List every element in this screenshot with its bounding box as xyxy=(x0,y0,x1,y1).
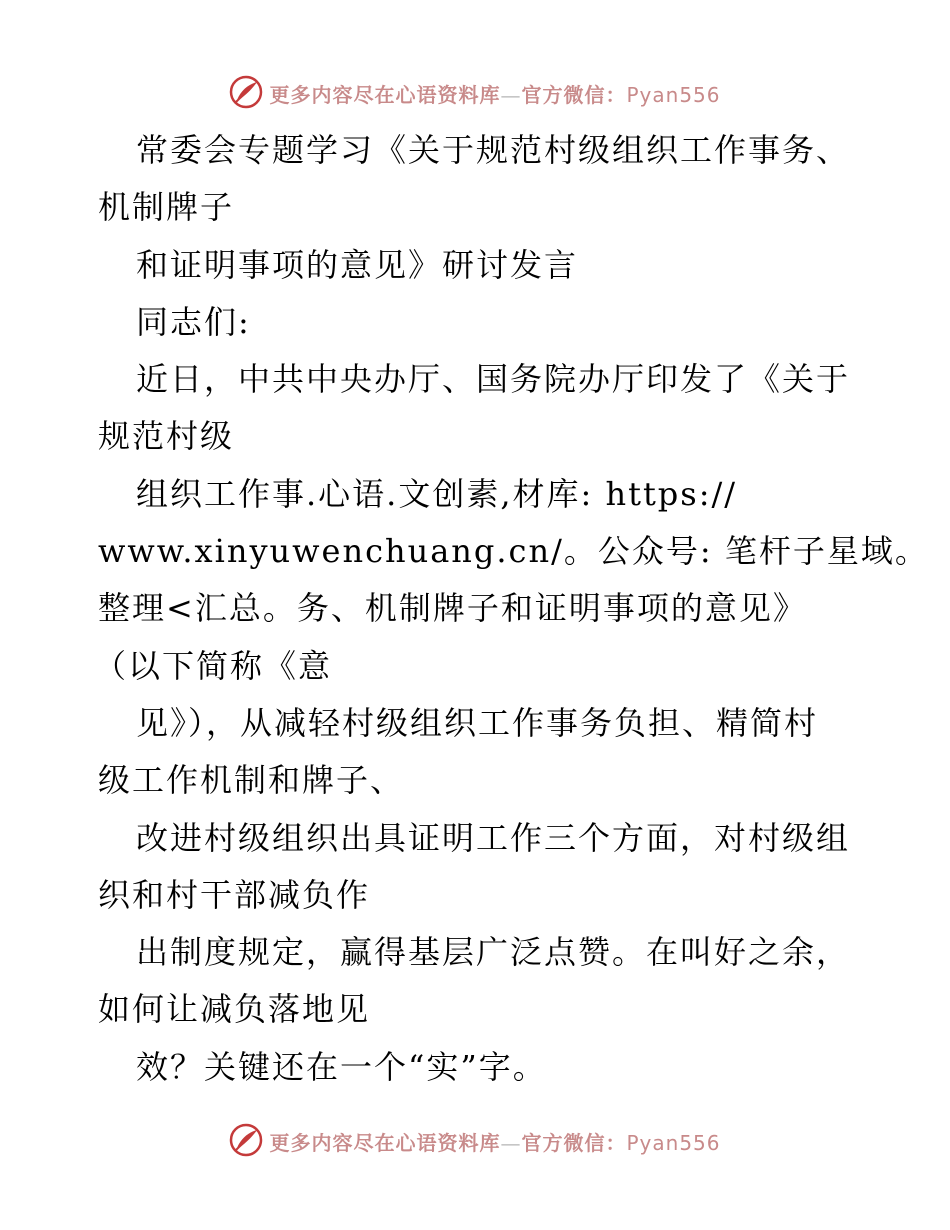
banner-wechat-id: Pyan556 xyxy=(626,1130,721,1155)
title-line-1: 常委会专题学习《关于规范村级组织工作事务、 xyxy=(136,131,851,169)
body-line: 出制度规定，赢得基层广泛点赞。在叫好之余， xyxy=(136,933,851,972)
banner-dash: — xyxy=(500,82,522,107)
banner-wechat-id: Pyan556 xyxy=(626,82,721,107)
body-line: 如何让减负落地见 xyxy=(98,990,371,1029)
banner-wechat-label: 官方微信： xyxy=(521,82,627,107)
body-line: 改进村级组织出具证明工作三个方面，对村级组 xyxy=(136,818,851,857)
banner-dash: — xyxy=(500,1130,522,1155)
body-line: 织和村干部减负作 xyxy=(98,875,371,914)
body-line: （以下简称《意 xyxy=(94,646,333,685)
quill-logo-icon xyxy=(229,1123,263,1157)
body-line: 见》），从减轻村级组织工作事务负担、精简村 xyxy=(136,703,819,742)
footer-banner xyxy=(0,1120,950,1160)
body-line: 效？关键还在一个“实”字。 xyxy=(136,1047,547,1086)
body-line: 级工作机制和牌子、 xyxy=(98,761,405,800)
title-line-2: 机制牌子 xyxy=(98,188,235,227)
body-line: 近日，中共中央办厅、国务院办厅印发了《关于 xyxy=(136,360,851,399)
title-line-3: 和证明事项的意见》研讨发言 xyxy=(136,245,579,284)
footer-banner-text xyxy=(269,1127,720,1156)
banner-main-text: 更多内容尽在心语资料库 xyxy=(269,82,501,107)
salutation: 同志们: xyxy=(136,302,251,341)
body-line: 规范村级 xyxy=(98,417,235,456)
banner-wechat-label: 官方微信： xyxy=(521,1130,627,1155)
body-line: www.xinyuwenchuang.cn/。公众号: 笔杆子星域。 xyxy=(98,532,929,571)
body-line: 组织工作事.心语.文创素,材库: https:// xyxy=(136,474,738,513)
header-banner xyxy=(0,72,950,112)
quill-logo-icon xyxy=(229,75,263,109)
banner-main-text: 更多内容尽在心语资料库 xyxy=(269,1130,501,1155)
header-banner-text xyxy=(269,79,720,108)
body-line: 整理<汇总。务、机制牌子和证明事项的意见》 xyxy=(98,589,807,628)
document-body xyxy=(94,122,929,1096)
